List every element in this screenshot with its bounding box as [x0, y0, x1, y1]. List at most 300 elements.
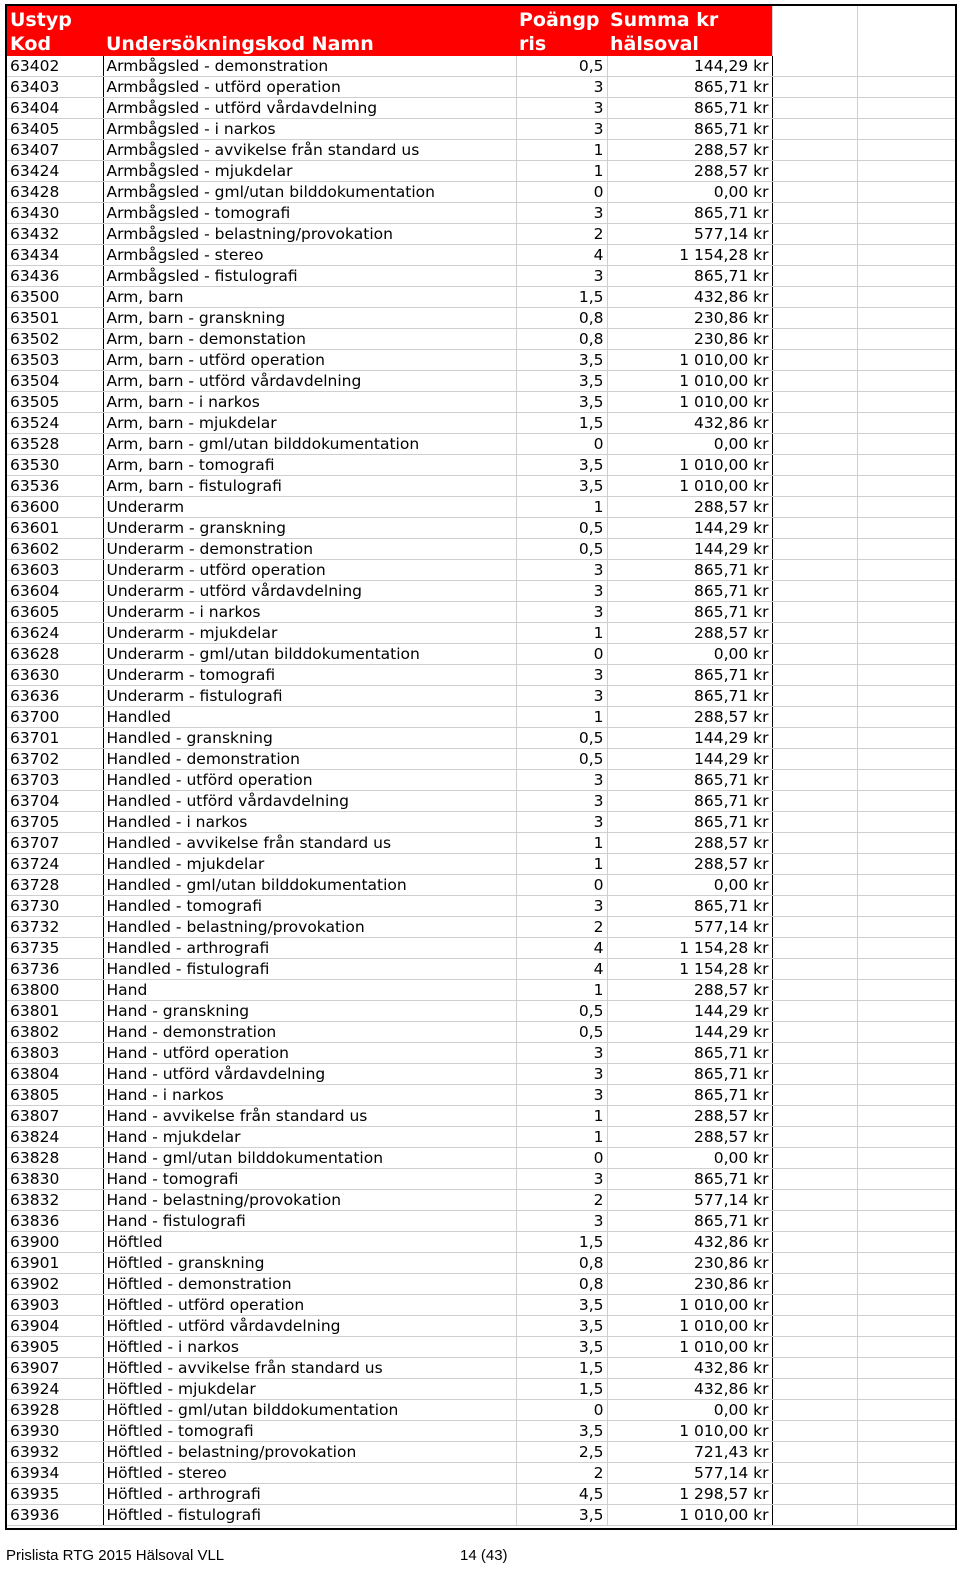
- cell-summa: 1 154,28 kr: [607, 245, 772, 266]
- footer-title: Prislista RTG 2015 Hälsoval VLL: [6, 1547, 225, 1564]
- cell-namn: Hand - utförd operation: [103, 1043, 516, 1064]
- cell-kod: 63702: [7, 749, 103, 770]
- table-row: [7, 1463, 957, 1484]
- cell-empty: [772, 1232, 857, 1253]
- cell-poang: 4: [516, 938, 607, 959]
- cell-empty: [772, 455, 857, 476]
- cell-poang: 0,5: [516, 518, 607, 539]
- cell-kod: 63735: [7, 938, 103, 959]
- table-row: [7, 1190, 957, 1211]
- table-row: [7, 308, 957, 329]
- cell-kod: 63807: [7, 1106, 103, 1127]
- cell-poang: 3: [516, 581, 607, 602]
- cell-kod: 63503: [7, 350, 103, 371]
- cell-kod: 63600: [7, 497, 103, 518]
- cell-summa: 432,86 kr: [607, 413, 772, 434]
- cell-kod: 63932: [7, 1442, 103, 1463]
- cell-poang: 1,5: [516, 1358, 607, 1379]
- cell-summa: 144,29 kr: [607, 518, 772, 539]
- cell-empty: [857, 77, 957, 98]
- cell-poang: 0: [516, 1148, 607, 1169]
- cell-empty: [772, 161, 857, 182]
- cell-empty: [857, 539, 957, 560]
- cell-summa: 865,71 kr: [607, 266, 772, 287]
- cell-empty: [772, 1127, 857, 1148]
- table-row: [7, 1316, 957, 1337]
- cell-summa: 288,57 kr: [607, 707, 772, 728]
- cell-namn: Hand - belastning/provokation: [103, 1190, 516, 1211]
- cell-namn: Höftled - utförd operation: [103, 1295, 516, 1316]
- cell-summa: 288,57 kr: [607, 980, 772, 1001]
- cell-poang: 2: [516, 224, 607, 245]
- cell-kod: 63602: [7, 539, 103, 560]
- table-row: [7, 1211, 957, 1232]
- cell-empty: [772, 497, 857, 518]
- cell-namn: Armbågsled - utförd operation: [103, 77, 516, 98]
- cell-summa: 577,14 kr: [607, 1190, 772, 1211]
- cell-poang: 3: [516, 203, 607, 224]
- cell-summa: 865,71 kr: [607, 665, 772, 686]
- table-row: [7, 1232, 957, 1253]
- cell-empty: [772, 1400, 857, 1421]
- cell-empty: [772, 581, 857, 602]
- cell-poang: 0,5: [516, 1022, 607, 1043]
- cell-kod: 63636: [7, 686, 103, 707]
- cell-summa: 865,71 kr: [607, 119, 772, 140]
- table-row: [7, 1064, 957, 1085]
- cell-empty: [857, 455, 957, 476]
- table-row: [7, 1295, 957, 1316]
- table-row: [7, 980, 957, 1001]
- cell-namn: Arm, barn - demonstation: [103, 329, 516, 350]
- cell-poang: 4,5: [516, 1484, 607, 1505]
- header-empty-1: [772, 6, 857, 56]
- cell-empty: [857, 434, 957, 455]
- table-row: [7, 266, 957, 287]
- table-row: [7, 140, 957, 161]
- cell-empty: [772, 245, 857, 266]
- table-row: [7, 560, 957, 581]
- cell-empty: [772, 917, 857, 938]
- price-table: [7, 6, 957, 1526]
- cell-poang: 0: [516, 182, 607, 203]
- cell-empty: [857, 1148, 957, 1169]
- cell-namn: Arm, barn - mjukdelar: [103, 413, 516, 434]
- table-row: [7, 1169, 957, 1190]
- cell-kod: 63502: [7, 329, 103, 350]
- cell-kod: 63505: [7, 392, 103, 413]
- cell-empty: [772, 896, 857, 917]
- cell-empty: [857, 686, 957, 707]
- table-row: [7, 1106, 957, 1127]
- cell-kod: 63402: [7, 56, 103, 77]
- cell-summa: 230,86 kr: [607, 329, 772, 350]
- cell-empty: [772, 1064, 857, 1085]
- cell-summa: 1 010,00 kr: [607, 476, 772, 497]
- cell-empty: [857, 959, 957, 980]
- cell-summa: 0,00 kr: [607, 1148, 772, 1169]
- table-row: [7, 182, 957, 203]
- table-row: [7, 224, 957, 245]
- table-row: [7, 476, 957, 497]
- table-row: [7, 833, 957, 854]
- cell-kod: 63730: [7, 896, 103, 917]
- cell-summa: 144,29 kr: [607, 56, 772, 77]
- table-row: [7, 1484, 957, 1505]
- cell-poang: 3,5: [516, 350, 607, 371]
- cell-namn: Underarm - i narkos: [103, 602, 516, 623]
- cell-poang: 3: [516, 119, 607, 140]
- header-kod: Ustyp Kod: [7, 6, 103, 56]
- cell-kod: 63424: [7, 161, 103, 182]
- cell-empty: [772, 1169, 857, 1190]
- table-row: [7, 770, 957, 791]
- cell-kod: 63601: [7, 518, 103, 539]
- cell-namn: Handled - utförd vårdavdelning: [103, 791, 516, 812]
- cell-summa: 288,57 kr: [607, 854, 772, 875]
- cell-namn: Höftled - gml/utan bilddokumentation: [103, 1400, 516, 1421]
- cell-empty: [772, 56, 857, 77]
- cell-summa: 144,29 kr: [607, 1022, 772, 1043]
- cell-summa: 230,86 kr: [607, 1274, 772, 1295]
- cell-summa: 1 010,00 kr: [607, 455, 772, 476]
- cell-namn: Handled - gml/utan bilddokumentation: [103, 875, 516, 896]
- cell-empty: [857, 245, 957, 266]
- table-row: [7, 959, 957, 980]
- cell-summa: 0,00 kr: [607, 875, 772, 896]
- cell-empty: [772, 1106, 857, 1127]
- cell-kod: 63924: [7, 1379, 103, 1400]
- cell-summa: 230,86 kr: [607, 1253, 772, 1274]
- cell-poang: 3,5: [516, 476, 607, 497]
- cell-poang: 3,5: [516, 455, 607, 476]
- cell-summa: 577,14 kr: [607, 224, 772, 245]
- cell-poang: 4: [516, 959, 607, 980]
- cell-empty: [857, 1484, 957, 1505]
- cell-summa: 288,57 kr: [607, 161, 772, 182]
- cell-kod: 63930: [7, 1421, 103, 1442]
- cell-kod: 63801: [7, 1001, 103, 1022]
- cell-poang: 3: [516, 1169, 607, 1190]
- cell-empty: [772, 1190, 857, 1211]
- cell-namn: Hand - fistulografi: [103, 1211, 516, 1232]
- cell-kod: 63803: [7, 1043, 103, 1064]
- cell-empty: [772, 329, 857, 350]
- cell-namn: Höftled - mjukdelar: [103, 1379, 516, 1400]
- cell-empty: [772, 1442, 857, 1463]
- cell-poang: 0: [516, 434, 607, 455]
- cell-empty: [772, 287, 857, 308]
- cell-empty: [772, 140, 857, 161]
- cell-poang: 3: [516, 77, 607, 98]
- cell-namn: Armbågsled - belastning/provokation: [103, 224, 516, 245]
- cell-namn: Underarm - mjukdelar: [103, 623, 516, 644]
- cell-kod: 63628: [7, 644, 103, 665]
- cell-kod: 63728: [7, 875, 103, 896]
- cell-poang: 0,5: [516, 56, 607, 77]
- cell-poang: 2: [516, 1463, 607, 1484]
- cell-kod: 63603: [7, 560, 103, 581]
- cell-poang: 0,8: [516, 329, 607, 350]
- cell-kod: 63935: [7, 1484, 103, 1505]
- cell-summa: 577,14 kr: [607, 917, 772, 938]
- cell-namn: Arm, barn - i narkos: [103, 392, 516, 413]
- cell-summa: 432,86 kr: [607, 1379, 772, 1400]
- cell-empty: [857, 119, 957, 140]
- table-row: [7, 1127, 957, 1148]
- cell-kod: 63432: [7, 224, 103, 245]
- cell-summa: 1 010,00 kr: [607, 1421, 772, 1442]
- cell-kod: 63428: [7, 182, 103, 203]
- cell-empty: [772, 1379, 857, 1400]
- table-row: [7, 203, 957, 224]
- cell-poang: 3: [516, 770, 607, 791]
- cell-empty: [857, 560, 957, 581]
- cell-namn: Hand - mjukdelar: [103, 1127, 516, 1148]
- cell-namn: Hand - demonstration: [103, 1022, 516, 1043]
- cell-summa: 0,00 kr: [607, 1400, 772, 1421]
- cell-empty: [772, 665, 857, 686]
- cell-summa: 144,29 kr: [607, 539, 772, 560]
- cell-empty: [772, 539, 857, 560]
- cell-namn: Armbågsled - utförd vårdavdelning: [103, 98, 516, 119]
- cell-kod: 63830: [7, 1169, 103, 1190]
- cell-poang: 3: [516, 1064, 607, 1085]
- cell-kod: 63536: [7, 476, 103, 497]
- cell-empty: [857, 1211, 957, 1232]
- cell-summa: 865,71 kr: [607, 77, 772, 98]
- cell-empty: [857, 266, 957, 287]
- cell-kod: 63704: [7, 791, 103, 812]
- cell-poang: 1: [516, 623, 607, 644]
- cell-kod: 63700: [7, 707, 103, 728]
- cell-summa: 865,71 kr: [607, 1169, 772, 1190]
- cell-empty: [857, 224, 957, 245]
- cell-namn: Höftled - tomografi: [103, 1421, 516, 1442]
- cell-empty: [857, 476, 957, 497]
- cell-poang: 1: [516, 1127, 607, 1148]
- cell-summa: 865,71 kr: [607, 812, 772, 833]
- cell-empty: [857, 1463, 957, 1484]
- cell-namn: Handled - belastning/provokation: [103, 917, 516, 938]
- cell-kod: 63824: [7, 1127, 103, 1148]
- table-row: [7, 686, 957, 707]
- price-list-sheet: [5, 4, 957, 1530]
- cell-summa: 144,29 kr: [607, 728, 772, 749]
- cell-empty: [772, 875, 857, 896]
- cell-summa: 432,86 kr: [607, 287, 772, 308]
- cell-kod: 63736: [7, 959, 103, 980]
- table-row: [7, 749, 957, 770]
- cell-poang: 3,5: [516, 371, 607, 392]
- cell-kod: 63905: [7, 1337, 103, 1358]
- table-row: [7, 245, 957, 266]
- cell-summa: 865,71 kr: [607, 1064, 772, 1085]
- table-row: [7, 1358, 957, 1379]
- table-row: [7, 644, 957, 665]
- cell-empty: [772, 1085, 857, 1106]
- cell-empty: [772, 1505, 857, 1526]
- cell-poang: 3: [516, 1085, 607, 1106]
- cell-empty: [772, 203, 857, 224]
- cell-empty: [857, 1421, 957, 1442]
- cell-empty: [772, 1001, 857, 1022]
- cell-kod: 63934: [7, 1463, 103, 1484]
- cell-summa: 0,00 kr: [607, 182, 772, 203]
- cell-kod: 63430: [7, 203, 103, 224]
- cell-poang: 3: [516, 686, 607, 707]
- table-row: [7, 1043, 957, 1064]
- table-row: [7, 623, 957, 644]
- cell-kod: 63936: [7, 1505, 103, 1526]
- table-row: [7, 350, 957, 371]
- cell-empty: [772, 308, 857, 329]
- cell-kod: 63904: [7, 1316, 103, 1337]
- cell-empty: [857, 140, 957, 161]
- cell-summa: 288,57 kr: [607, 623, 772, 644]
- table-row: [7, 896, 957, 917]
- cell-summa: 0,00 kr: [607, 434, 772, 455]
- cell-empty: [857, 1358, 957, 1379]
- table-row: [7, 329, 957, 350]
- cell-empty: [772, 1316, 857, 1337]
- page-number: 14 (43): [460, 1547, 508, 1564]
- cell-empty: [772, 1043, 857, 1064]
- cell-namn: Hand - gml/utan bilddokumentation: [103, 1148, 516, 1169]
- cell-kod: 63707: [7, 833, 103, 854]
- cell-kod: 63524: [7, 413, 103, 434]
- table-row: [7, 1274, 957, 1295]
- cell-summa: 1 010,00 kr: [607, 1337, 772, 1358]
- cell-poang: 3,5: [516, 1295, 607, 1316]
- cell-namn: Höftled - avvikelse från standard us: [103, 1358, 516, 1379]
- cell-kod: 63500: [7, 287, 103, 308]
- cell-empty: [857, 938, 957, 959]
- cell-namn: Höftled - demonstration: [103, 1274, 516, 1295]
- cell-kod: 63901: [7, 1253, 103, 1274]
- cell-namn: Armbågsled - stereo: [103, 245, 516, 266]
- cell-poang: 1,5: [516, 1232, 607, 1253]
- cell-summa: 865,71 kr: [607, 896, 772, 917]
- cell-namn: Arm, barn - gml/utan bilddokumentation: [103, 434, 516, 455]
- cell-namn: Arm, barn - tomografi: [103, 455, 516, 476]
- cell-empty: [857, 854, 957, 875]
- header-summa: Summa kr hälsoval: [607, 6, 772, 56]
- cell-empty: [772, 1148, 857, 1169]
- cell-poang: 1,5: [516, 1379, 607, 1400]
- cell-namn: Underarm - fistulografi: [103, 686, 516, 707]
- cell-namn: Hand - utförd vårdavdelning: [103, 1064, 516, 1085]
- cell-kod: 63703: [7, 770, 103, 791]
- cell-poang: 2,5: [516, 1442, 607, 1463]
- cell-empty: [857, 413, 957, 434]
- cell-namn: Underarm - utförd operation: [103, 560, 516, 581]
- cell-namn: Höftled: [103, 1232, 516, 1253]
- cell-empty: [772, 434, 857, 455]
- cell-empty: [857, 1169, 957, 1190]
- cell-namn: Armbågsled - gml/utan bilddokumentation: [103, 182, 516, 203]
- cell-empty: [772, 749, 857, 770]
- cell-kod: 63624: [7, 623, 103, 644]
- cell-namn: Underarm: [103, 497, 516, 518]
- table-row: [7, 1085, 957, 1106]
- cell-summa: 865,71 kr: [607, 602, 772, 623]
- cell-kod: 63832: [7, 1190, 103, 1211]
- cell-summa: 1 010,00 kr: [607, 1505, 772, 1526]
- cell-empty: [772, 728, 857, 749]
- cell-kod: 63732: [7, 917, 103, 938]
- cell-empty: [772, 833, 857, 854]
- cell-empty: [772, 1463, 857, 1484]
- table-row: [7, 812, 957, 833]
- cell-empty: [857, 287, 957, 308]
- table-row: [7, 1505, 957, 1526]
- cell-poang: 3,5: [516, 1316, 607, 1337]
- table-row: [7, 728, 957, 749]
- cell-empty: [857, 749, 957, 770]
- table-row: [7, 1421, 957, 1442]
- cell-empty: [857, 1232, 957, 1253]
- cell-kod: 63804: [7, 1064, 103, 1085]
- header-namn: Undersökningskod Namn: [103, 6, 516, 56]
- cell-empty: [772, 959, 857, 980]
- cell-poang: 3: [516, 896, 607, 917]
- cell-summa: 865,71 kr: [607, 581, 772, 602]
- cell-empty: [857, 1316, 957, 1337]
- cell-kod: 63605: [7, 602, 103, 623]
- cell-empty: [772, 1253, 857, 1274]
- cell-empty: [857, 329, 957, 350]
- cell-namn: Handled - tomografi: [103, 896, 516, 917]
- table-row: [7, 602, 957, 623]
- cell-summa: 1 154,28 kr: [607, 938, 772, 959]
- cell-namn: Handled - i narkos: [103, 812, 516, 833]
- cell-namn: Höftled - granskning: [103, 1253, 516, 1274]
- cell-empty: [857, 581, 957, 602]
- cell-poang: 1,5: [516, 413, 607, 434]
- cell-summa: 865,71 kr: [607, 686, 772, 707]
- cell-namn: Höftled - stereo: [103, 1463, 516, 1484]
- cell-empty: [772, 1421, 857, 1442]
- cell-empty: [857, 728, 957, 749]
- cell-kod: 63434: [7, 245, 103, 266]
- cell-empty: [772, 77, 857, 98]
- cell-kod: 63436: [7, 266, 103, 287]
- cell-empty: [772, 560, 857, 581]
- cell-empty: [857, 1001, 957, 1022]
- cell-empty: [857, 350, 957, 371]
- cell-poang: 1: [516, 833, 607, 854]
- cell-namn: Arm, barn - granskning: [103, 308, 516, 329]
- cell-poang: 1: [516, 980, 607, 1001]
- table-row: [7, 1022, 957, 1043]
- cell-namn: Armbågsled - i narkos: [103, 119, 516, 140]
- cell-summa: 288,57 kr: [607, 833, 772, 854]
- table-row: [7, 1148, 957, 1169]
- cell-summa: 577,14 kr: [607, 1463, 772, 1484]
- cell-poang: 0: [516, 644, 607, 665]
- table-row: [7, 791, 957, 812]
- cell-empty: [857, 875, 957, 896]
- table-row: [7, 1379, 957, 1400]
- cell-empty: [772, 392, 857, 413]
- cell-empty: [772, 623, 857, 644]
- cell-empty: [857, 98, 957, 119]
- cell-empty: [857, 1022, 957, 1043]
- cell-namn: Armbågsled - tomografi: [103, 203, 516, 224]
- cell-poang: 1: [516, 161, 607, 182]
- cell-summa: 865,71 kr: [607, 1085, 772, 1106]
